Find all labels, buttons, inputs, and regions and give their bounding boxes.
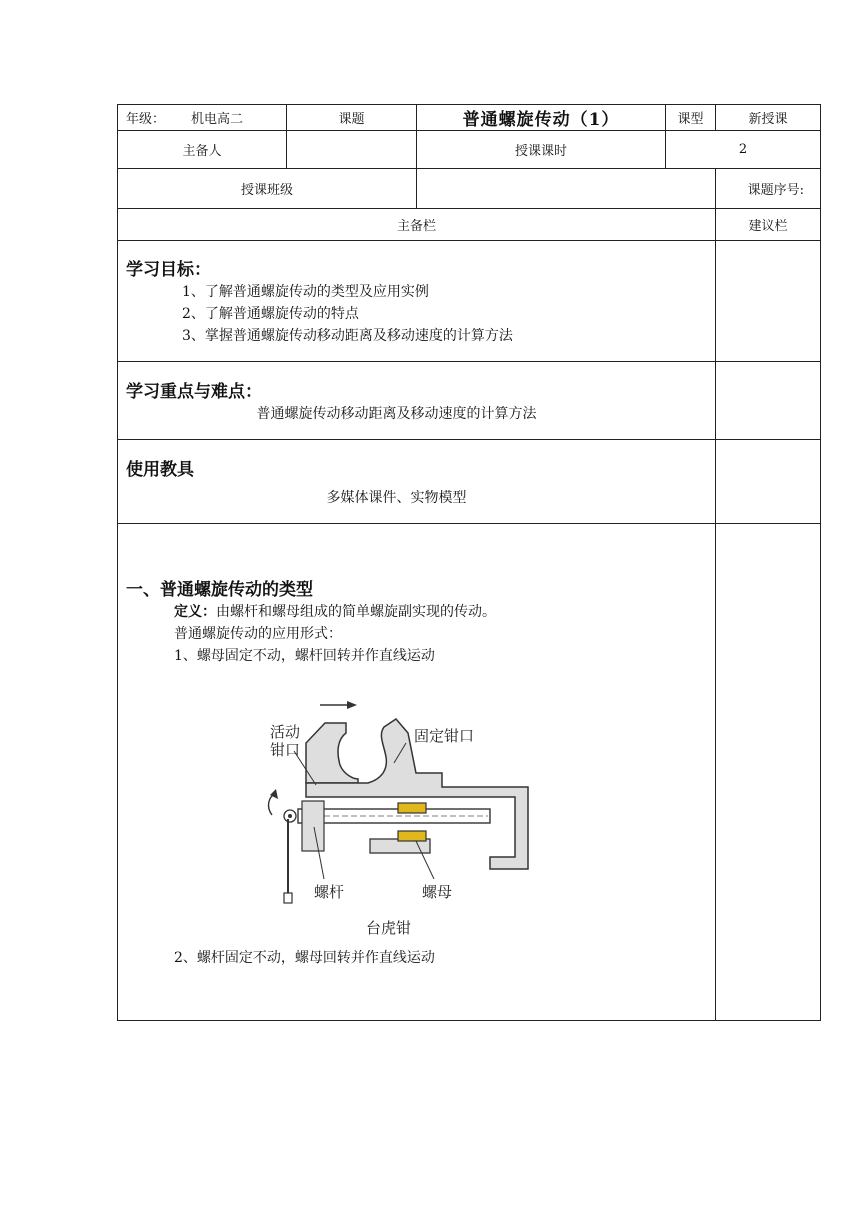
type-label: 课型 <box>666 105 716 131</box>
header-row-1 <box>118 105 821 131</box>
objectives-section <box>118 241 716 362</box>
definition-line <box>126 601 707 623</box>
main-column-header: 主备栏 <box>118 209 716 241</box>
objective-item-2: 2、了解普通螺旋传动的特点 <box>182 306 359 322</box>
header-row-3 <box>118 169 821 209</box>
keypoints-section <box>118 362 716 440</box>
author-label: 主备人 <box>118 131 287 169</box>
objective-item-1: 1、了解普通螺旋传动的类型及应用实例 <box>182 284 429 300</box>
hours-value: 2 <box>666 131 821 169</box>
grade-label: 年级： <box>126 112 166 127</box>
column-header-row <box>118 209 821 241</box>
grade-value: 机电高二 <box>191 112 244 127</box>
type-value: 新授课 <box>716 105 821 131</box>
section1-suggest-cell <box>716 524 821 1021</box>
section1-row <box>118 524 821 1021</box>
hours-label: 授课课时 <box>417 131 666 169</box>
objectives-row <box>118 241 821 362</box>
keypoints-text: 普通螺旋传动移动距离及移动速度的计算方法 <box>256 405 537 422</box>
form-1-text: 1、螺母固定不动，螺杆回转并作直线运动 <box>174 648 435 664</box>
forms-label: 普通螺旋传动的应用形式： <box>174 626 342 642</box>
lesson-plan-table <box>117 104 821 1021</box>
class-value <box>417 169 716 209</box>
screw-label: 螺杆 <box>314 883 345 901</box>
index-label: 课题序号: <box>716 169 821 209</box>
grade-cell <box>118 105 287 131</box>
class-label: 授课班级 <box>118 169 417 209</box>
tools-text: 多媒体课件、实物模型 <box>326 489 467 506</box>
definition-label: 定义： <box>174 604 216 620</box>
section1-heading: 一、普通螺旋传动的类型 <box>126 580 313 600</box>
suggest-column-header: 建议栏 <box>716 209 821 241</box>
figure-caption: 台虎钳 <box>366 919 412 937</box>
definition-text: 由螺杆和螺母组成的简单螺旋副实现的传动。 <box>216 604 496 620</box>
fixed-jaw-label: 固定钳口 <box>414 727 475 745</box>
header-row-2 <box>118 131 821 169</box>
tools-suggest-cell <box>716 440 821 524</box>
move-direction-arrow <box>320 701 357 709</box>
objectives-heading: 学习目标： <box>126 260 211 280</box>
keypoints-suggest-cell <box>716 362 821 440</box>
topic-label: 课题 <box>287 105 417 131</box>
movable-jaw <box>306 723 358 783</box>
keypoints-heading: 学习重点与难点： <box>126 381 262 402</box>
section1-content <box>118 524 716 1021</box>
keypoints-row <box>118 362 821 440</box>
author-value <box>287 131 417 169</box>
tools-row <box>118 440 821 524</box>
tools-heading: 使用教具 <box>126 459 194 480</box>
objective-item-3: 3、掌握普通螺旋传动移动距离及移动速度的计算方法 <box>182 328 513 344</box>
form-2-text: 2、螺杆固定不动，螺母回转并作直线运动 <box>174 950 435 966</box>
movable-jaw-label-1: 活动 <box>270 723 301 741</box>
nut-label: 螺母 <box>422 883 453 901</box>
handle <box>269 789 292 903</box>
objectives-suggest-cell <box>716 241 821 362</box>
lesson-title: 普通螺旋传动（1） <box>417 105 666 131</box>
movable-jaw-label-2: 钳口 <box>270 741 301 759</box>
bench-vise-figure <box>258 693 548 943</box>
tools-section <box>118 440 716 524</box>
